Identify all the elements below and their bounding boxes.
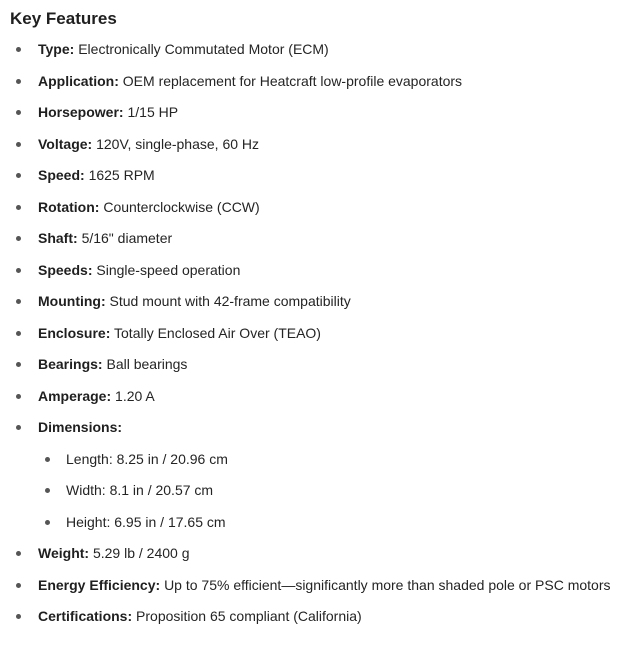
feature-value: 5.29 lb / 2400 g [92,545,190,561]
feature-value: Counterclockwise (CCW) [103,198,260,215]
feature-label: Speed [38,167,81,183]
dimension-length: Length: 8.25 in / 20.96 cm [38,449,638,469]
feature-value: 1.20 A [115,387,155,404]
feature-value: Electronically Commutated Motor (ECM) [78,41,329,57]
feature-label: Shaft [38,230,73,246]
feature-item-speeds: Speeds: Single-speed operation [10,260,638,280]
feature-item-type: Type: Electronically Commutated Motor (ECM) [10,39,638,59]
feature-item-amperage: Amperage: 1.20 A [10,386,638,406]
feature-value: Proposition 65 compliant (California) [136,608,362,624]
dimension-height: Height: 6.95 in / 17.65 cm [38,512,638,532]
dimensions-sublist [38,449,638,532]
feature-item-voltage: Voltage: 120V, single-phase, 60 Hz [10,134,638,154]
feature-item-weight: Weight: 5.29 lb / 2400 g [10,543,638,563]
feature-label: Weight [38,545,85,561]
feature-label: Bearings [38,356,98,372]
feature-list [10,39,638,626]
feature-value: Ball bearings [106,356,188,372]
feature-label: Horsepower [38,104,119,120]
feature-item-horsepower: Horsepower: 1/15 HP [10,102,638,122]
feature-label: Energy Efficiency [38,576,156,593]
feature-value: 1625 RPM [88,167,155,183]
feature-label: Type [38,41,70,57]
feature-item-speed: Speed: 1625 RPM [10,165,638,185]
feature-value: 1/15 HP [127,104,179,120]
feature-item-mounting: Mounting: Stud mount with 42-frame compatibility [10,291,638,311]
feature-label: Application [38,72,115,89]
feature-item-application: Application: OEM replacement for Heatcraft low-profile evaporators [10,71,638,91]
feature-label: Voltage [38,135,88,152]
feature-item-shaft: Shaft: 5/16" diameter [10,228,638,248]
feature-value: Stud mount with 42-frame compatibility [109,293,351,309]
feature-item-certifications: Certifications: Proposition 65 compliant (California) [10,606,638,626]
feature-label: Dimensions [38,419,118,435]
feature-value: Up to 75% efficient—significantly more than shaded pole or PSC motors [164,576,611,593]
feature-label: Mounting [38,293,101,309]
feature-value: OEM replacement for Heatcraft low-profile evaporators [122,72,463,89]
feature-label: Certifications [38,608,128,624]
feature-item-energy-efficiency: Energy Efficiency: Up to 75% efficient—significantly more than shaded pole or PSC motors [10,575,638,595]
feature-label: Enclosure [38,324,106,341]
feature-value: 5/16" diameter [81,230,173,246]
section-title: Key Features [10,9,117,28]
feature-value: Single-speed operation [96,261,241,278]
feature-item-rotation: Rotation: Counterclockwise (CCW) [10,197,638,217]
feature-item-enclosure: Enclosure: Totally Enclosed Air Over (TEAO) [10,323,638,343]
dimension-width: Width: 8.1 in / 20.57 cm [38,480,638,500]
feature-label: Rotation [38,198,95,215]
feature-value: 120V, single-phase, 60 Hz [96,135,260,152]
feature-value: Totally Enclosed Air Over (TEAO) [114,324,321,341]
feature-item-bearings: Bearings: Ball bearings [10,354,638,374]
feature-item-dimensions: Dimensions: Length: 8.25 in / 20.96 cm Width: 8.1 in / 20.57 cm Height: 6.95 in / 17.65 cm [10,417,638,532]
feature-label: Speeds [38,261,88,278]
feature-label: Amperage [38,387,107,404]
